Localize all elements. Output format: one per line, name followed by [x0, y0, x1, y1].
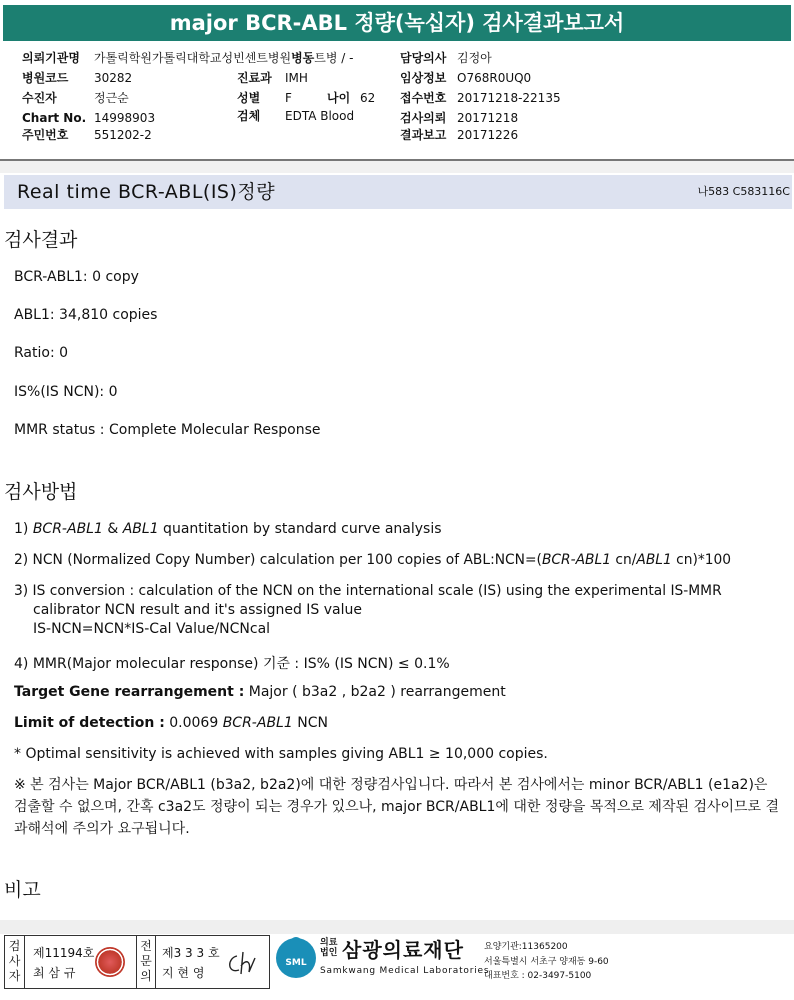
- examiner-label: 검사자: [5, 936, 25, 988]
- method-3-line2: calibrator NCN result and it's assigned IS value: [33, 602, 362, 618]
- request-value: 20171218: [457, 111, 519, 125]
- examiner-license: 제11194호: [33, 946, 95, 960]
- receipt-value: 20171218-22135: [457, 91, 561, 105]
- seal-stamp-icon: [95, 947, 125, 977]
- sensitivity-note: * Optimal sensitivity is achieved with samples giving ABL1 ≥ 10,000 copies.: [14, 746, 548, 762]
- clinical-value: O768R0UQ0: [457, 71, 532, 85]
- signature-box: [4, 935, 270, 989]
- method-2: 2) NCN (Normalized Copy Number) calculation per 100 copies of ABL:NCN=(BCR-ABL1 cn/ABL1 cn)*100: [14, 552, 732, 568]
- disclaimer-note: ※ 본 검사는 Major BCR/ABL1 (b3a2, b2a2)에 대한 정량검사입니다. 따라서 본 검사에서는 minor BCR/ABL1 (e1a2)은 검출할 수 없으며, 간혹 c3a2도 정량이 되는 경우가 있으나, major BCR/ABL1에 대한 정량을 목적으로 제작된 검사이므로 결과해석에 주의가 요구됩니다.: [14, 777, 780, 837]
- method-heading: 검사방법: [4, 481, 78, 503]
- result-line: IS%(IS NCN): 0: [14, 384, 118, 400]
- remarks-heading: 비고: [4, 879, 41, 901]
- age-label: 나이: [327, 91, 351, 105]
- report-value: 20171226: [457, 128, 519, 142]
- hospcode-value: 30282: [94, 71, 133, 85]
- method-3-line1: 3) IS conversion : calculation of the NCN on the international scale (IS) using the experimental IS-MMR: [14, 583, 722, 599]
- specialist-name: 지 현 영: [162, 966, 205, 980]
- report-label: 결과보고: [400, 128, 447, 142]
- dept-value: IMH: [285, 71, 308, 85]
- divider-band: [0, 161, 794, 173]
- request-label: 검사의뢰: [400, 111, 447, 125]
- logo-figure-icon: [283, 934, 309, 952]
- org-label: 의뢰기관명: [22, 51, 80, 65]
- result-line: BCR-ABL1: 0 copy: [14, 269, 139, 285]
- footer-band: [0, 920, 794, 934]
- method-3-line3: IS-NCN=NCN*IS-Cal Value/NCNcal: [33, 621, 271, 637]
- specialist-license: 제3 3 3 호: [162, 946, 220, 960]
- examinee-value: 정근순: [94, 91, 129, 105]
- result-line: MMR status : Complete Molecular Response: [14, 422, 321, 438]
- signature-icon: [223, 948, 263, 978]
- clinical-label: 임상정보: [400, 71, 447, 85]
- section-code: 나583 C583116C: [697, 185, 790, 198]
- doctor-label: 담당의사: [400, 51, 447, 65]
- method-4: 4) MMR(Major molecular response) 기준 : IS% (IS NCN) ≤ 0.1%: [14, 656, 450, 672]
- limit-of-detection: Limit of detection : 0.0069 BCR-ABL1 NCN: [14, 715, 328, 731]
- rrn-label: 주민번호: [22, 128, 69, 142]
- section-title: Real time BCR-ABL(IS)정량: [17, 181, 276, 203]
- hospcode-label: 병원코드: [22, 71, 69, 85]
- target-gene: Target Gene rearrangement : Major ( b3a2 , b2a2 ) rearrangement: [14, 684, 506, 700]
- institution-code: 요양기관:11365200: [484, 942, 568, 952]
- org-value: 가톨릭학원가톨릭대학교성빈센트병원: [94, 51, 292, 65]
- sex-label: 성별: [237, 91, 261, 105]
- chart-value: 14998903: [94, 111, 156, 125]
- org-english-name: Samkwang Medical Laboratories: [320, 966, 490, 976]
- specimen-label: 검체: [237, 109, 261, 123]
- dept-label: 진료과: [237, 71, 272, 85]
- org-address: 서울특별시 서초구 양재동 9-60: [484, 957, 609, 967]
- org-name: 삼광의료재단: [342, 938, 464, 962]
- specimen-value: EDTA Blood: [285, 109, 355, 123]
- doctor-value: 김정아: [457, 51, 492, 65]
- sml-logo-icon: SML: [276, 938, 316, 978]
- method-1: 1) BCR-ABL1 & ABL1 quantitation by standard curve analysis: [14, 521, 442, 537]
- examinee-label: 수진자: [22, 91, 57, 105]
- org-phone: 대표번호 : 02-3497-5100: [484, 971, 592, 981]
- report-title: major BCR-ABL 정량(녹십자) 검사결과보고서: [3, 5, 791, 41]
- sex-value: F: [285, 91, 292, 105]
- rrn-value: 551202-2: [94, 128, 152, 142]
- result-line: ABL1: 34,810 copies: [14, 307, 158, 323]
- result-line: Ratio: 0: [14, 345, 69, 361]
- chart-label: Chart No.: [22, 111, 87, 125]
- org-type: 의료법인: [320, 938, 338, 958]
- age-value: 62: [360, 91, 376, 105]
- results-heading: 검사결과: [4, 229, 78, 251]
- ward-label: 병동: [291, 51, 315, 65]
- section-header: [4, 175, 792, 209]
- examiner-name: 최 삼 규: [33, 966, 76, 980]
- specialist-label: 전문의: [136, 936, 156, 988]
- ward-value: 트병 / -: [314, 51, 354, 65]
- receipt-label: 접수번호: [400, 91, 447, 105]
